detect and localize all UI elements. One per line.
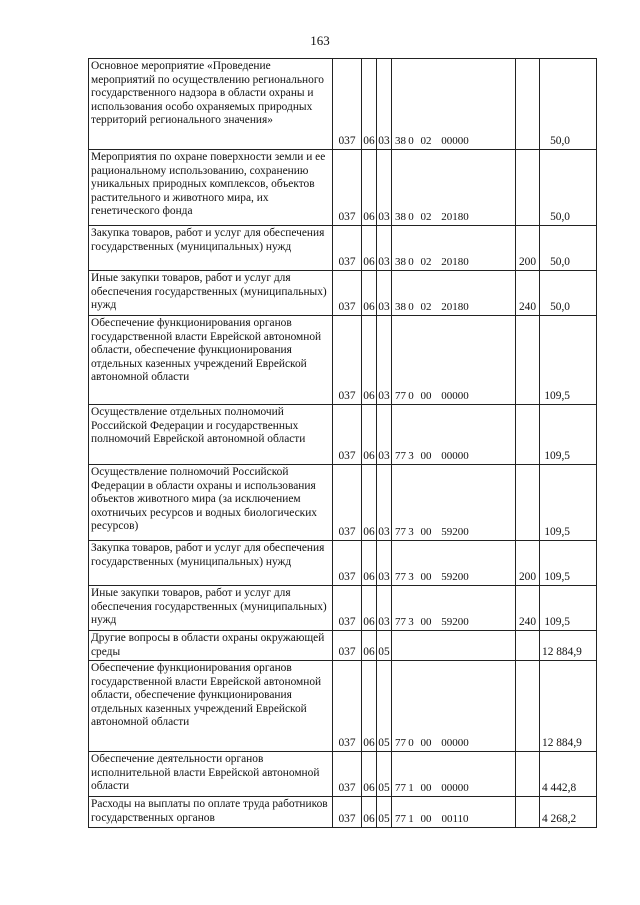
budget-table-body <box>89 59 597 828</box>
page-number: 163 <box>310 33 330 48</box>
table-row <box>89 226 597 271</box>
budget-table <box>88 58 597 828</box>
target-article <box>392 226 516 271</box>
target-direction: 20180 <box>441 300 469 313</box>
target-direction: 59200 <box>441 525 469 538</box>
expense-type-code: 200 <box>516 541 540 586</box>
expense-type-code <box>516 661 540 752</box>
amount-value: 109,5 <box>540 405 597 465</box>
target-program: 77 <box>395 781 406 794</box>
target-article <box>392 465 516 541</box>
target-article <box>392 150 516 226</box>
target-article <box>392 631 516 661</box>
subsection-code: 03 <box>377 316 392 405</box>
target-subprogram: 0 <box>408 210 414 223</box>
target-subprogram: 3 <box>408 570 414 583</box>
subsection-code: 03 <box>377 405 392 465</box>
ministry-code: 037 <box>333 797 362 828</box>
amount-value: 12 884,9 <box>540 661 597 752</box>
target-direction: 59200 <box>441 615 469 628</box>
table-row <box>89 797 597 828</box>
ministry-code: 037 <box>333 150 362 226</box>
target-program: 77 <box>395 570 406 583</box>
target-program: 77 <box>395 812 406 825</box>
section-code: 06 <box>362 661 377 752</box>
subsection-code: 05 <box>377 752 392 797</box>
target-subprogram: 0 <box>408 300 414 313</box>
row-name: Обеспечение деятельности органов исполнительной власти Еврейской автономной области <box>89 752 333 797</box>
amount-value: 109,5 <box>540 541 597 586</box>
expense-type-code <box>516 797 540 828</box>
target-subprogram: 3 <box>408 525 414 538</box>
section-code: 06 <box>362 631 377 661</box>
target-article <box>392 661 516 752</box>
expense-type-code <box>516 316 540 405</box>
amount-value: 109,5 <box>540 316 597 405</box>
subsection-code: 05 <box>377 797 392 828</box>
section-code: 06 <box>362 150 377 226</box>
row-name: Обеспечение функционирования органов государственной власти Еврейской автономной области, обеспечение функционирования отдельных казенных учреждений Еврейской автономной области <box>89 316 333 405</box>
target-main-event: 02 <box>420 255 432 268</box>
target-subprogram: 0 <box>408 255 414 268</box>
target-subprogram: 0 <box>408 134 414 147</box>
ministry-code: 037 <box>333 226 362 271</box>
row-name: Иные закупки товаров, работ и услуг для обеспечения государственных (муниципальных) нужд <box>89 586 333 631</box>
target-article <box>392 405 516 465</box>
target-main-event: 00 <box>420 812 432 825</box>
section-code: 06 <box>362 405 377 465</box>
target-program: 77 <box>395 615 406 628</box>
table-row <box>89 631 597 661</box>
section-code: 06 <box>362 271 377 316</box>
target-subprogram: 1 <box>408 812 414 825</box>
subsection-code: 03 <box>377 586 392 631</box>
target-article <box>392 797 516 828</box>
ministry-code: 037 <box>333 661 362 752</box>
target-article <box>392 752 516 797</box>
target-main-event: 00 <box>420 525 432 538</box>
ministry-code: 037 <box>333 752 362 797</box>
target-program: 77 <box>395 736 406 749</box>
amount-value: 109,5 <box>540 586 597 631</box>
section-code: 06 <box>362 586 377 631</box>
expense-type-code: 200 <box>516 226 540 271</box>
target-article <box>392 316 516 405</box>
target-subprogram: 3 <box>408 449 414 462</box>
row-name: Основное мероприятие «Проведение мероприятий по осуществлению регионального государственного надзора в области охраны и использования особо охраняемых природных территорий регионального значения» <box>89 59 333 150</box>
subsection-code: 03 <box>377 271 392 316</box>
amount-value: 4 442,8 <box>540 752 597 797</box>
target-direction: 20180 <box>441 255 469 268</box>
target-direction: 00000 <box>441 736 469 749</box>
target-article <box>392 586 516 631</box>
target-direction: 59200 <box>441 570 469 583</box>
target-article <box>392 541 516 586</box>
target-direction: 00000 <box>441 781 469 794</box>
section-code: 06 <box>362 541 377 586</box>
subsection-code: 03 <box>377 465 392 541</box>
subsection-code: 05 <box>377 631 392 661</box>
table-row <box>89 150 597 226</box>
row-name: Мероприятия по охране поверхности земли и ее рациональному использованию, сохранению уникальных природных комплексов, объектов растительного и животного мира, их генетического фонда <box>89 150 333 226</box>
target-main-event: 00 <box>420 781 432 794</box>
row-name: Закупка товаров, работ и услуг для обеспечения государственных (муниципальных) нужд <box>89 541 333 586</box>
ministry-code: 037 <box>333 59 362 150</box>
ministry-code: 037 <box>333 586 362 631</box>
target-direction: 00000 <box>441 449 469 462</box>
target-program: 77 <box>395 389 406 402</box>
expense-type-code: 240 <box>516 586 540 631</box>
expense-type-code <box>516 59 540 150</box>
target-main-event: 00 <box>420 615 432 628</box>
target-main-event: 02 <box>420 134 432 147</box>
row-name: Расходы на выплаты по оплате труда работников государственных органов <box>89 797 333 828</box>
target-direction: 00110 <box>441 812 469 825</box>
expense-type-code <box>516 405 540 465</box>
target-direction: 00000 <box>441 389 469 402</box>
ministry-code: 037 <box>333 465 362 541</box>
ministry-code: 037 <box>333 405 362 465</box>
target-main-event: 00 <box>420 449 432 462</box>
expense-type-code <box>516 752 540 797</box>
target-direction: 00000 <box>441 134 469 147</box>
row-name: Обеспечение функционирования органов государственной власти Еврейской автономной области, обеспечение функционирования отдельных казенных учреждений Еврейской автономной области <box>89 661 333 752</box>
table-row <box>89 59 597 150</box>
target-main-event: 02 <box>420 210 432 223</box>
table-row <box>89 316 597 405</box>
expense-type-code: 240 <box>516 271 540 316</box>
expense-type-code <box>516 465 540 541</box>
expense-type-code <box>516 150 540 226</box>
subsection-code: 03 <box>377 59 392 150</box>
table-row <box>89 661 597 752</box>
target-main-event: 02 <box>420 300 432 313</box>
section-code: 06 <box>362 465 377 541</box>
ministry-code: 037 <box>333 316 362 405</box>
table-row <box>89 405 597 465</box>
row-name: Другие вопросы в области охраны окружающей среды <box>89 631 333 661</box>
table-row <box>89 541 597 586</box>
row-name: Закупка товаров, работ и услуг для обеспечения государственных (муниципальных) нужд <box>89 226 333 271</box>
target-subprogram: 0 <box>408 736 414 749</box>
table-row <box>89 465 597 541</box>
target-article <box>392 271 516 316</box>
amount-value: 50,0 <box>540 226 597 271</box>
target-program: 38 <box>395 134 406 147</box>
target-main-event: 00 <box>420 389 432 402</box>
subsection-code: 05 <box>377 661 392 752</box>
amount-value: 50,0 <box>540 150 597 226</box>
table-row <box>89 271 597 316</box>
target-article <box>392 59 516 150</box>
amount-value: 50,0 <box>540 271 597 316</box>
ministry-code: 037 <box>333 631 362 661</box>
row-name: Осуществление отдельных полномочий Российской Федерации и государственных полномочий Еврейской автономной области <box>89 405 333 465</box>
amount-value: 109,5 <box>540 465 597 541</box>
section-code: 06 <box>362 59 377 150</box>
target-main-event: 00 <box>420 570 432 583</box>
ministry-code: 037 <box>333 541 362 586</box>
table-row <box>89 752 597 797</box>
subsection-code: 03 <box>377 150 392 226</box>
target-main-event: 00 <box>420 736 432 749</box>
amount-value: 12 884,9 <box>540 631 597 661</box>
expense-type-code <box>516 631 540 661</box>
target-subprogram: 0 <box>408 389 414 402</box>
table-row <box>89 586 597 631</box>
section-code: 06 <box>362 797 377 828</box>
row-name: Осуществление полномочий Российской Федерации в области охраны и использования объектов животного мира (за исключением охотничьих ресурсов и водных биологических ресурсов) <box>89 465 333 541</box>
target-program: 38 <box>395 255 406 268</box>
subsection-code: 03 <box>377 226 392 271</box>
section-code: 06 <box>362 226 377 271</box>
target-subprogram: 1 <box>408 781 414 794</box>
section-code: 06 <box>362 752 377 797</box>
ministry-code: 037 <box>333 271 362 316</box>
section-code: 06 <box>362 316 377 405</box>
target-program: 38 <box>395 300 406 313</box>
target-program: 77 <box>395 525 406 538</box>
amount-value: 50,0 <box>540 59 597 150</box>
target-direction: 20180 <box>441 210 469 223</box>
target-subprogram: 3 <box>408 615 414 628</box>
row-name: Иные закупки товаров, работ и услуг для обеспечения государственных (муниципальных) нужд <box>89 271 333 316</box>
amount-value: 4 268,2 <box>540 797 597 828</box>
target-program: 38 <box>395 210 406 223</box>
target-program: 77 <box>395 449 406 462</box>
subsection-code: 03 <box>377 541 392 586</box>
